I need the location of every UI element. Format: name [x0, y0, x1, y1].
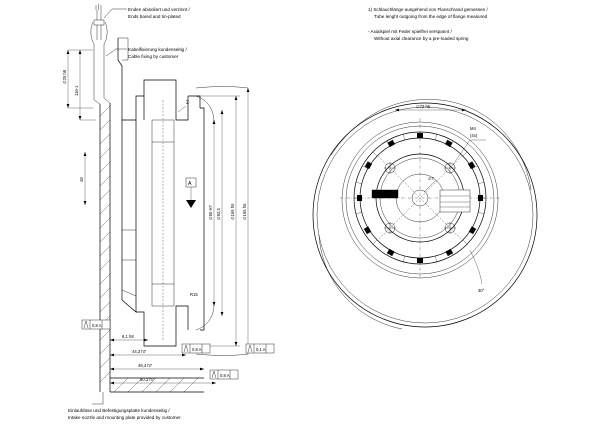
dim-dia165h5-a: ∅165 h5	[230, 203, 235, 220]
callout-label-2: 2	[186, 100, 189, 106]
tolerance-frame-1	[82, 320, 110, 329]
note-de-cable-fixing: Kabelfixierung kundenseitig /	[128, 47, 187, 52]
note-top-left-2	[128, 47, 187, 59]
note-de-axial-clearance: - Axialspiel mit Feder spielfrei verspannt /	[368, 29, 452, 34]
detail-marker-a	[186, 178, 196, 208]
tolerance-value-4: 0,8 A	[220, 373, 230, 378]
tolerance-value-1: 0,8 A	[92, 323, 102, 328]
note-en-axial-clearance: Without axial clearance by a pre-loaded spring	[374, 36, 469, 41]
tolerance-value-3: 0,1 A	[256, 347, 266, 352]
detail-label-a: A	[188, 181, 192, 187]
dim-50-3h7: 50,3 h7	[140, 377, 154, 382]
rating-plate	[440, 190, 470, 212]
note-bottom	[68, 392, 181, 420]
dimension-left-stack	[62, 50, 96, 205]
dim-dia165h5-b: ∅165 h5	[242, 203, 247, 220]
note-en-ends-bared: Ends bared and tin-plated	[128, 14, 181, 19]
note-de-intake-nozzle: Einlaufdüse und Befestigungsplatte kundenseitig /	[68, 408, 170, 413]
dim-dia72h5: ∅72 h5	[416, 104, 431, 109]
note-en-intake-nozzle: Intake nozzle and mounting plate provided by customer	[68, 415, 181, 420]
center-axis-lines	[340, 118, 500, 278]
dim-r15: R15	[190, 292, 198, 297]
dim-25h8: ∅25 h8	[62, 69, 67, 84]
leader-line-cable-fixing	[106, 49, 127, 56]
dim-m4: M4	[470, 126, 476, 131]
dimension-bottom-chain	[110, 334, 216, 384]
note-de-ends-bared: Enden abisoliert und verzinnt /	[128, 7, 190, 12]
dim-dia92-5: ∅92,5	[216, 208, 221, 220]
cable-sheath	[94, 44, 110, 104]
section-view	[62, 4, 274, 392]
note-top-left-1	[128, 7, 191, 19]
dim-116: 116-1	[74, 85, 79, 96]
brand-label	[372, 190, 398, 199]
brand-text: PAPST	[374, 193, 391, 199]
leader-line-ends-bared	[104, 9, 127, 18]
callout-2	[178, 100, 189, 112]
note-de-tube-length: 1) Schlauchlänge ausgehend von Flanschrand gemessen /	[368, 7, 488, 12]
front-view	[313, 99, 537, 329]
dim-44-3h7: 44,3 h7	[132, 349, 146, 354]
dim-angle-30: 30°	[478, 288, 485, 293]
housing-cross-section	[100, 38, 204, 392]
dim-m4-qty: (4x)	[470, 133, 478, 138]
note-top-right-2	[368, 29, 469, 41]
section-hatching-bottom	[114, 378, 198, 392]
tolerance-frame-2	[182, 344, 210, 353]
section-hatching-left	[100, 106, 110, 382]
note-top-right-1	[368, 7, 488, 19]
dim-6-1h8: 6,1 h8	[122, 334, 134, 339]
tolerance-frame-3	[246, 344, 274, 353]
tolerance-value-2: 0,8 A	[192, 347, 202, 352]
dim-48: 48	[79, 177, 84, 182]
dim-48-4h7: 48,4 h7	[138, 363, 152, 368]
cable-harness	[91, 4, 107, 44]
dim-dia7: ∅7	[428, 176, 434, 181]
note-en-tube-length: Tube lenght outgoing from the edge of flange measured	[374, 14, 488, 19]
dim-dia90h7: ∅90 H7	[208, 205, 213, 220]
tolerance-frame-4	[210, 370, 238, 379]
shaft-bearing-detail	[152, 100, 174, 340]
note-en-cable-fixing: Cable fixing by customer	[128, 54, 179, 59]
